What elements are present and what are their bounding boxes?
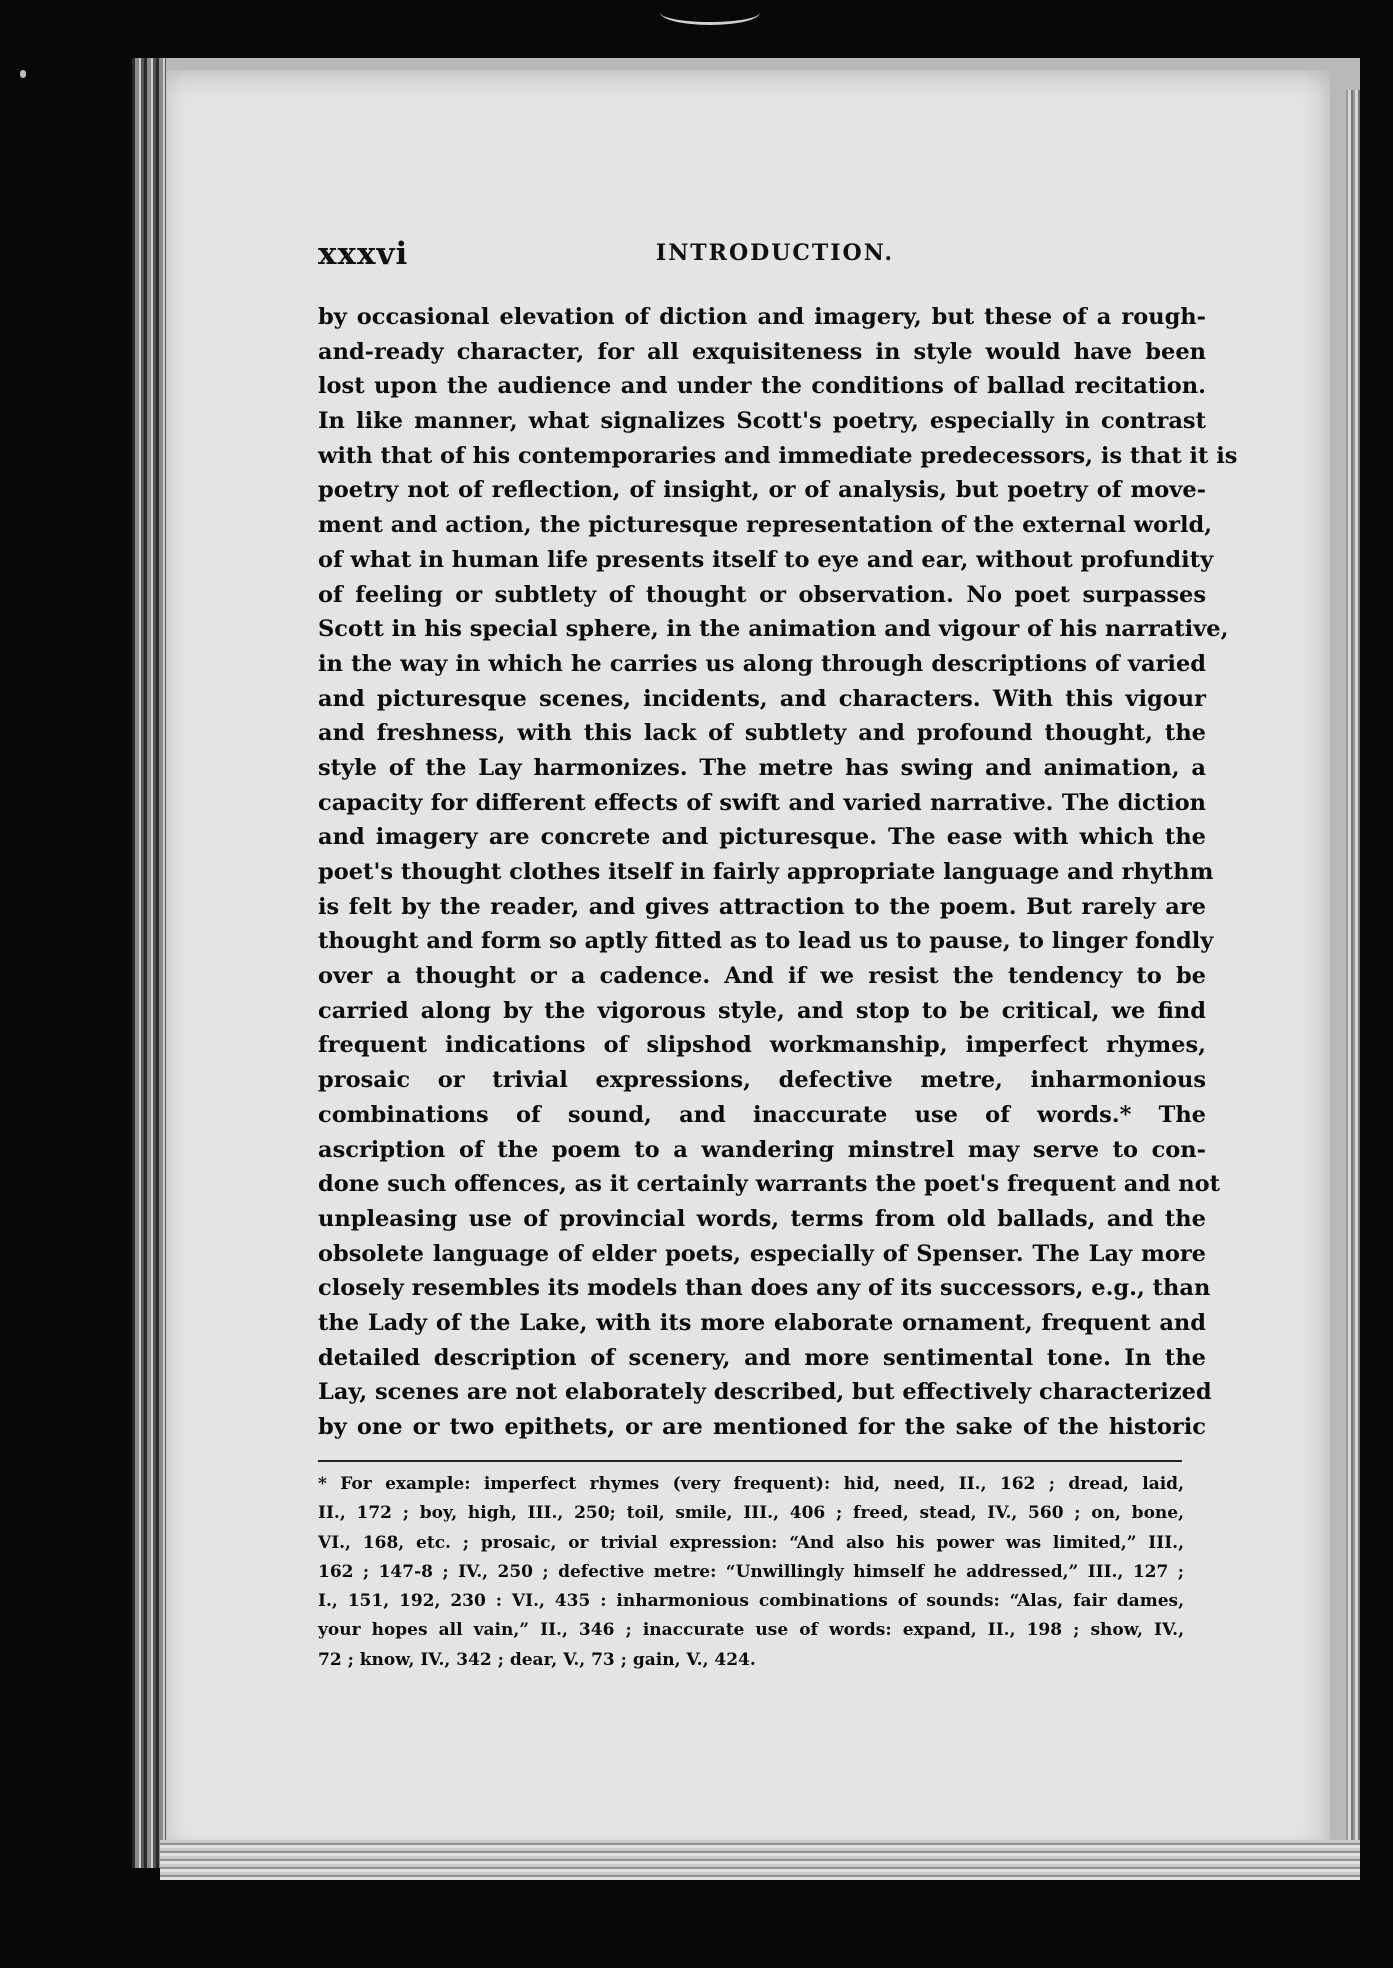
page-title: INTRODUCTION. [655,240,895,266]
body-line: and picturesque scenes, incidents, and characters. With this vigour [318,685,1206,712]
page-bottom-edge [160,1840,1360,1880]
body-line: thought and form so aptly fitted as to lead us to pause, to linger fondly [318,928,1214,955]
body-line: carried along by the vigorous style, and stop to be critical, we find [318,997,1206,1024]
body-line: is felt by the reader, and gives attraction to the poem. But rarely are [318,893,1206,920]
body-line: Lay, scenes are not elaborately described, but effectively characterized [318,1379,1212,1406]
body-line: Scott in his special sphere, in the animation and vigour of his narrative, [318,616,1229,643]
body-line: of what in human life presents itself to eye and ear, without profundity [318,546,1214,573]
body-line: poet's thought clothes itself in fairly appropriate language and rhythm [318,859,1214,885]
body-line: done such offences, as it certainly warrants the poet's frequent and not [318,1171,1221,1198]
body-line: detailed description of scenery, and more sentimental tone. In the [318,1344,1206,1371]
page-right-edge [1346,90,1360,1850]
body-line: with that of his contemporaries and immediate predecessors, is that it is [318,442,1238,469]
footnote-line: 72 ; know, IV., 342 ; dear, V., 73 ; gain, V., 424. [318,1649,756,1670]
body-line: In like manner, what signalizes Scott's poetry, especially in contrast [318,408,1206,435]
paper-curl [660,0,760,25]
footnote-line: * For example: imperfect rhymes (very frequent): hid, need, II., 162 ; dread, laid, [318,1474,1184,1494]
footnote [318,1470,1184,1675]
body-line: capacity for different effects of swift and varied narrative. The diction [318,789,1206,816]
body-line: combinations of sound, and inaccurate use of words.* The [318,1101,1206,1128]
body-line: obsolete language of elder poets, especially of Spenser. The Lay more [318,1240,1206,1267]
footnote-line: your hopes all vain,” II., 346 ; inaccurate use of words: expand, II., 198 ; show, IV., [318,1620,1184,1641]
body-text [318,300,1238,1445]
body-line: frequent indications of slipshod workmanship, imperfect rhymes, [318,1032,1206,1059]
body-line: over a thought or a cadence. And if we resist the tendency to be [318,963,1206,990]
page-spine-edge [132,58,166,1868]
body-line: the Lady of the Lake, with its more elaborate ornament, frequent and [318,1309,1206,1336]
footnote-divider [318,1460,1182,1462]
scan-speck [20,70,26,78]
body-line: style of the Lay harmonizes. The metre has swing and animation, a [318,754,1206,781]
footnote-line: VI., 168, etc. ; prosaic, or trivial expression: “And also his power was limited,” III., [318,1532,1184,1553]
body-line: by one or two epithets, or are mentioned for the sake of the historic [318,1414,1206,1440]
body-line: by occasional elevation of diction and imagery, but these of a rough- [318,304,1206,330]
body-line: prosaic or trivial expressions, defective metre, inharmonious [318,1067,1206,1094]
body-line: lost upon the audience and under the conditions of ballad recitation. [318,373,1206,400]
body-line: and imagery are concrete and picturesque. The ease with which the [318,824,1206,851]
body-line: ascription of the poem to a wandering minstrel may serve to con- [318,1136,1206,1163]
body-line: of feeling or subtlety of thought or observation. No poet surpasses [318,581,1206,608]
body-line: unpleasing use of provincial words, terms from old ballads, and the [318,1205,1206,1232]
page-number: xxxvi [318,236,409,272]
body-line: and-ready character, for all exquisiteness in style would have been [318,338,1206,365]
footnote-line: I., 151, 192, 230 : VI., 435 : inharmonious combinations of sounds: “Alas, fair dames, [318,1591,1184,1612]
body-line: closely resembles its models than does any of its successors, e.g., than [318,1275,1211,1302]
body-line: poetry not of reflection, of insight, or of analysis, but poetry of move- [318,477,1206,504]
running-head [318,236,1202,276]
footnote-line: II., 172 ; boy, high, III., 250; toil, smile, III., 406 ; freed, stead, IV., 560 ; on, bone, [318,1503,1184,1524]
body-line: in the way in which he carries us along through descriptions of varied [318,650,1206,677]
body-line: and freshness, with this lack of subtlety and profound thought, the [318,720,1206,747]
footnote-line: 162 ; 147-8 ; IV., 250 ; defective metre: “Unwillingly himself he addressed,” III., 127 ; [318,1561,1184,1582]
body-line: ment and action, the picturesque representation of the external world, [318,512,1213,539]
